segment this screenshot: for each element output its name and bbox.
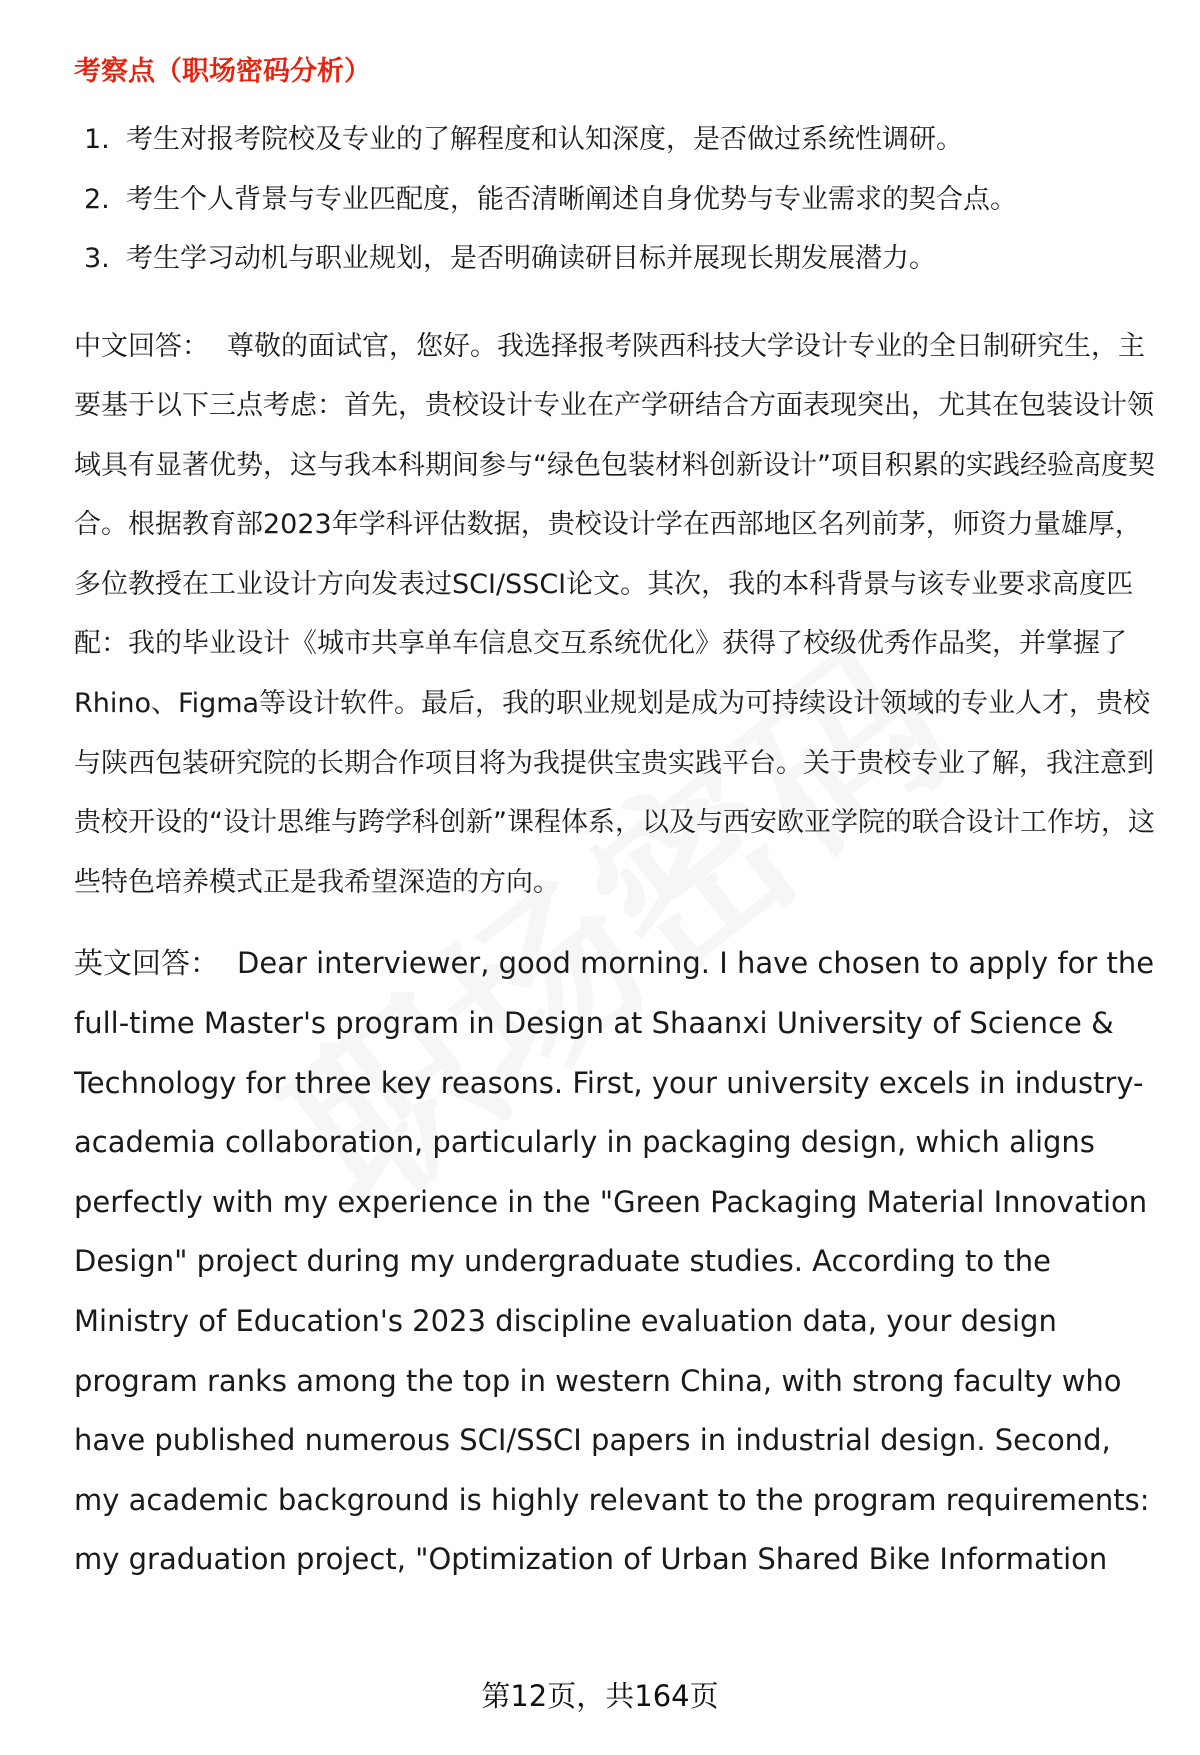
list-item [74,110,1164,170]
chinese-answer [74,317,1164,913]
section-title: 考察点（职场密码分析） [74,56,371,87]
list-text: 考生对报考院校及专业的了解程度和认知深度，是否做过系统性调研。 [126,124,963,155]
list-text: 考生个人背景与专业匹配度，能否清晰阐述自身优势与专业需求的契合点。 [126,183,1017,215]
chinese-answer-label: 中文回答： [74,330,209,362]
page-footer: 第12页，共164页 [481,1679,719,1713]
list-text: 考生学习动机与职业规划，是否明确读研目标并展现长期发展潜力。 [126,243,936,274]
assessment-points-list [74,110,1164,289]
list-number: 1. [84,124,110,155]
list-item [74,170,1164,230]
list-number: 2. [84,183,110,215]
list-item [74,229,1164,289]
english-answer-label: 英文回答： [74,946,220,981]
english-answer [74,934,1164,1590]
list-number: 3. [84,243,110,274]
document-page [74,52,1164,1612]
english-answer-text: Dear interviewer, good morning. I have chosen to apply for the full-time Master's program in Design at Shaanxi University of Science & Technology for three key reasons. First, your university excels in industry-academia collaboration, particularly in packaging design, which aligns perfectly with my experience in the "Green Packaging Material Innovation Design" project during my undergraduate studies. According to the Ministry of Education's 2023 discipline evaluation data, your design program ranks among the top in western China, with strong faculty who have published numerous SCI/SSCI papers in industrial design. Second, my academic background is highly relevant to the program requirements: my graduation project, "Optimization of Urban Shared Bike Information [74,946,1155,1577]
chinese-answer-text: 尊敬的面试官，您好。我选择报考陕西科技大学设计专业的全日制研究生，主要基于以下三点考虑：首先，贵校设计专业在产学研结合方面表现突出，尤其在包装设计领域具有显著优势，这与我本科期间参与“绿色包装材料创新设计”项目积累的实践经验高度契合。根据教育部2023年学科评估数据，贵校设计学在西部地区名列前茅，师资力量雄厚，多位教授在工业设计方向发表过SCI/SSCI论文。其次，我的本科背景与该专业要求高度匹配：我的毕业设计《城市共享单车信息交互系统优化》获得了校级优秀作品奖，并掌握了Rhino、Figma等设计软件。最后，我的职业规划是成为可持续设计领域的专业人才，贵校与陕西包装研究院的长期合作项目将为我提供宝贵实践平台。关于贵校专业了解，我注意到贵校开设的“设计思维与跨学科创新”课程体系，以及与西安欧亚学院的联合设计工作坊，这些特色培养模式正是我希望深造的方向。 [74,330,1155,898]
